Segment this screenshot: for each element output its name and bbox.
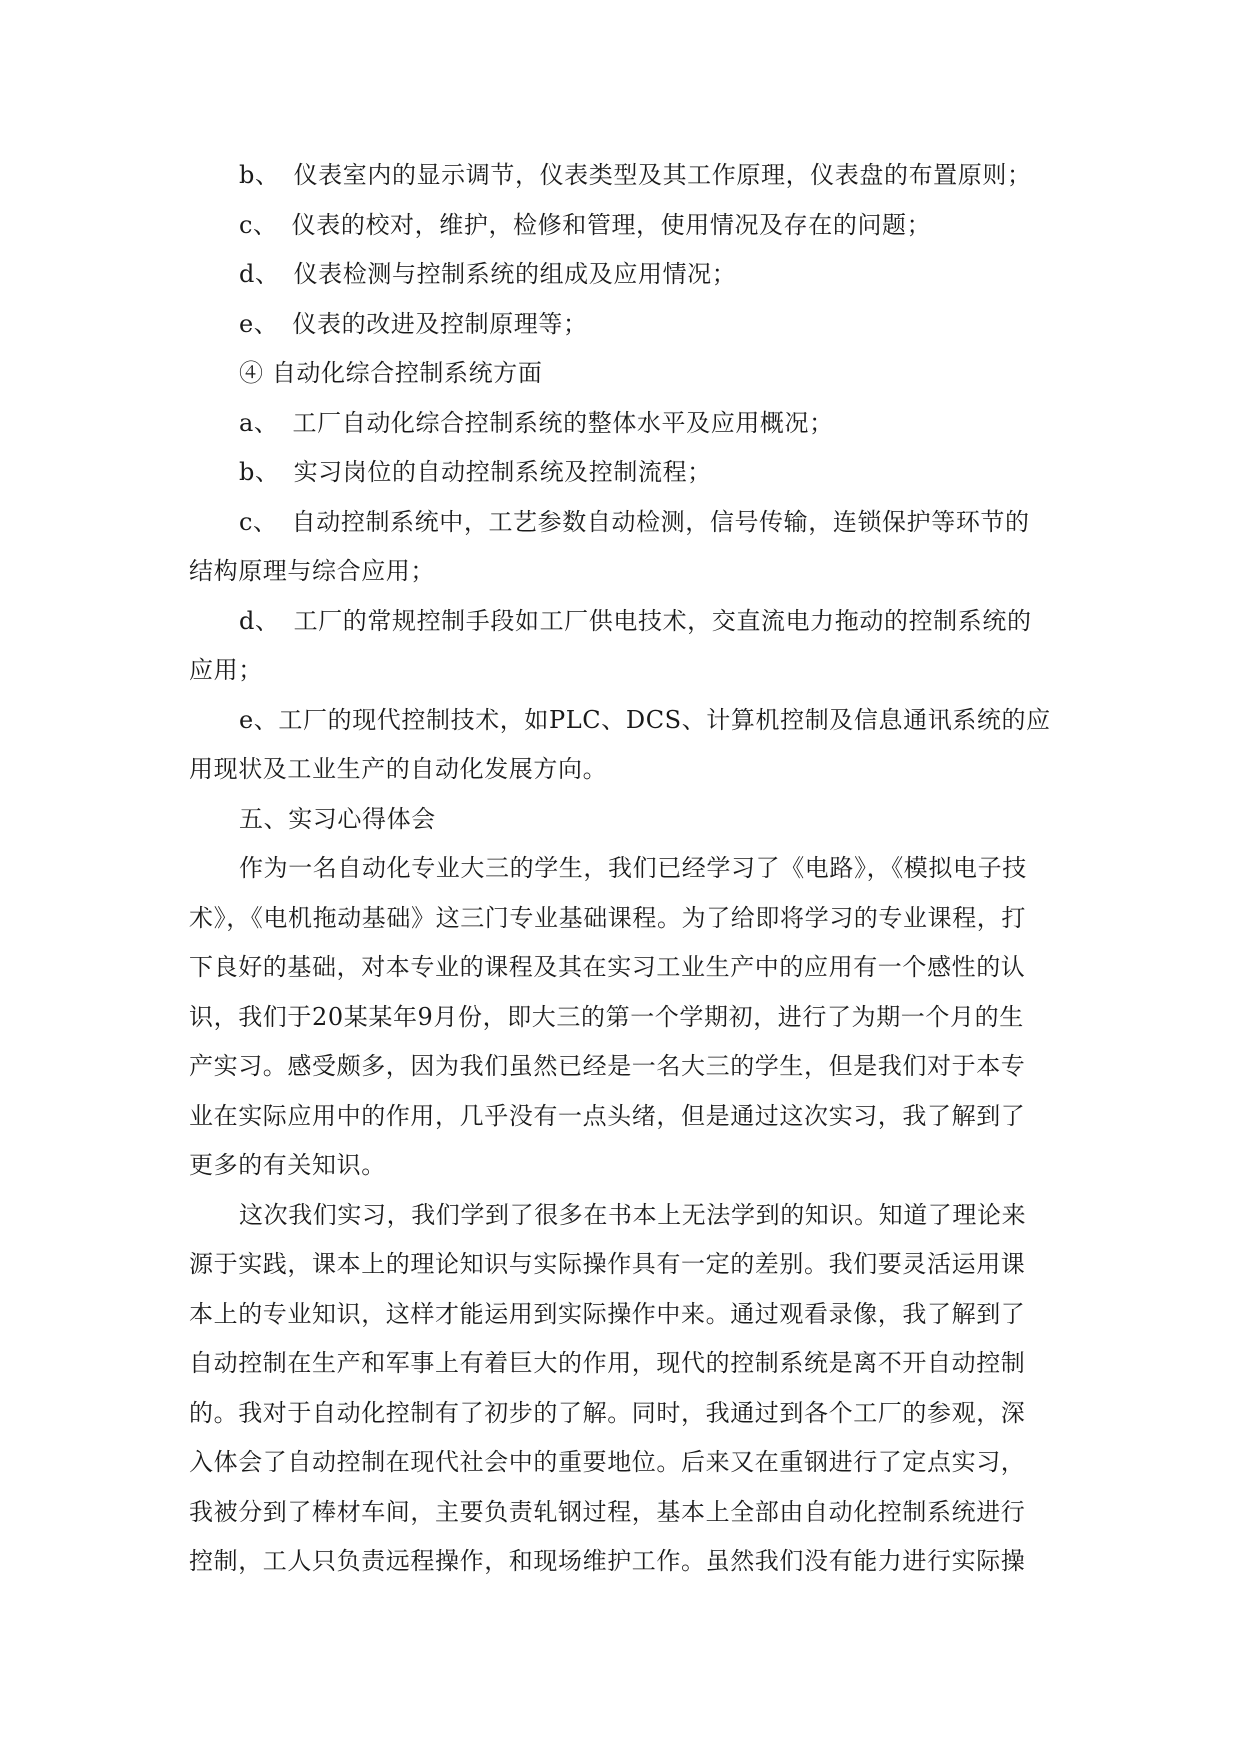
paragraph-line: 控制，工人只负责远程操作，和现场维护工作。虽然我们没有能力进行实际操 <box>189 1547 1026 1575</box>
list-item-label: b、 <box>239 458 280 486</box>
paragraph <box>189 844 1059 1191</box>
paragraph-line: 自动控制在生产和军事上有着巨大的作用，现代的控制系统是离不开自动控制 <box>189 1349 1026 1377</box>
list-item-label: d、 <box>239 260 280 288</box>
list-item-label: c、 <box>239 507 278 536</box>
section-heading: 五、实习心得体会 <box>239 804 436 833</box>
paragraph-line: 下良好的基础，对本专业的课程及其在实习工业生产中的应用有一个感性的认 <box>189 953 1026 981</box>
list-item-label: e、 <box>239 705 279 734</box>
list-item-text: 工厂的常规控制手段如工厂供电技术，交直流电力拖动的控制系统的 <box>293 606 1032 635</box>
list-item-text: 自动控制系统中，工艺参数自动检测，信号传输，连锁保护等环节的 <box>291 507 1030 536</box>
list-item-text: 仪表检测与控制系统的组成及应用情况； <box>293 260 737 288</box>
list-item <box>189 250 1059 300</box>
paragraph-line: 识，我们于20某某年9月份，即大三的第一个学期初，进行了为期一个月的生 <box>189 1002 1024 1031</box>
paragraph-line: 入体会了自动控制在现代社会中的重要地位。后来又在重钢进行了定点实习， <box>189 1448 1026 1476</box>
list-item-label: d、 <box>239 606 280 635</box>
list-item <box>189 498 1059 548</box>
paragraph-line: 作为一名自动化专业大三的学生，我们已经学习了《电路》，《模拟电子技 <box>239 854 1027 882</box>
list-item <box>189 448 1059 498</box>
list-item-text: 仪表室内的显示调节，仪表类型及其工作原理，仪表盘的布置原则； <box>293 161 1032 189</box>
list-item-text: 工厂的现代控制技术，如PLC、DCS、计算机控制及信息通讯系统的应 <box>278 705 1051 734</box>
list-item <box>189 597 1059 647</box>
section-heading: ④ 自动化综合控制系统方面 <box>239 359 543 387</box>
list-item-continuation: 应用； <box>189 656 263 684</box>
list-item-label: a、 <box>239 408 279 437</box>
list-item-text: 仪表的改进及控制原理等； <box>292 309 588 338</box>
list-item-text: 仪表的校对，维护，检修和管理，使用情况及存在的问题； <box>291 210 932 239</box>
paragraph-line: 我被分到了棒材车间，主要负责轧钢过程，基本上全部由自动化控制系统进行 <box>189 1497 1026 1526</box>
list-item-continuation: 结构原理与综合应用； <box>189 557 435 585</box>
list-item-continuation: 用现状及工业生产的自动化发展方向。 <box>189 755 608 783</box>
paragraph <box>189 1191 1059 1587</box>
paragraph-line: 的。我对于自动化控制有了初步的了解。同时，我通过到各个工厂的参观，深 <box>189 1398 1026 1427</box>
paragraph-line: 本上的专业知识，这样才能运用到实际操作中来。通过观看录像，我了解到了 <box>189 1299 1026 1328</box>
list-item <box>189 696 1059 746</box>
paragraph-line: 业在实际应用中的作用，几乎没有一点头绪，但是通过这次实习，我了解到了 <box>189 1101 1026 1130</box>
document-body <box>189 151 1059 1587</box>
list-item-label: c、 <box>239 210 278 239</box>
list-item-label: e、 <box>239 309 279 338</box>
paragraph-line: 产实习。感受颇多，因为我们虽然已经是一名大三的学生，但是我们对于本专 <box>189 1052 1026 1080</box>
list-item-label: b、 <box>239 161 280 189</box>
list-item <box>189 300 1059 350</box>
list-item-text: 实习岗位的自动控制系统及控制流程； <box>293 458 712 486</box>
paragraph-line: 术》，《电机拖动基础》这三门专业基础课程。为了给即将学习的专业课程，打 <box>189 903 1026 932</box>
list-item <box>189 399 1059 449</box>
paragraph-line: 更多的有关知识。 <box>189 1151 386 1179</box>
paragraph-line: 源于实践，课本上的理论知识与实际操作具有一定的差别。我们要灵活运用课 <box>189 1250 1026 1278</box>
list-item-text: 工厂自动化综合控制系统的整体水平及应用概况； <box>292 408 834 437</box>
list-item <box>189 151 1059 201</box>
list-item <box>189 201 1059 251</box>
paragraph-line: 这次我们实习，我们学到了很多在书本上无法学到的知识。知道了理论来 <box>239 1200 1027 1229</box>
